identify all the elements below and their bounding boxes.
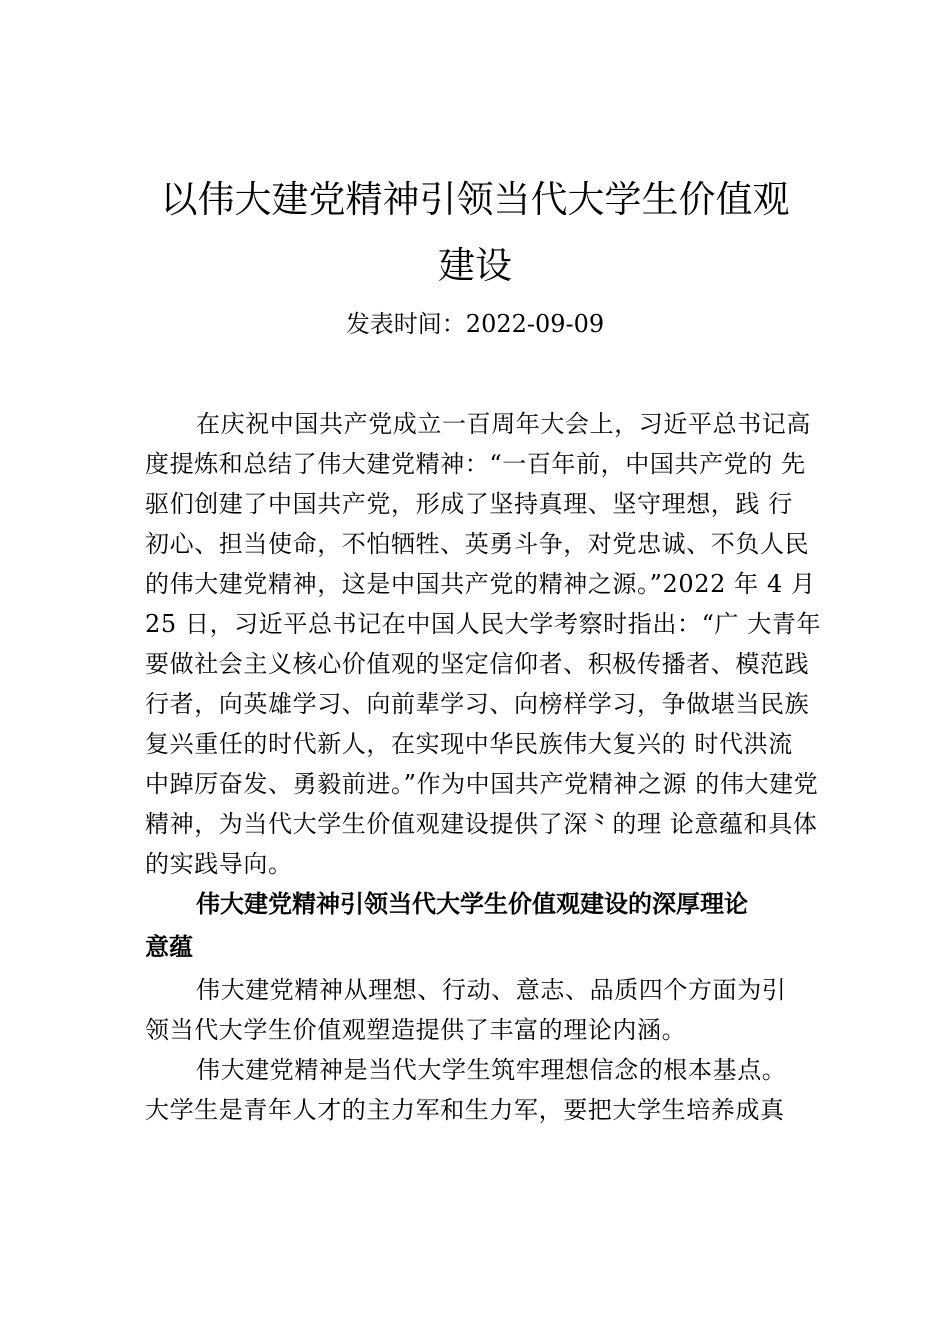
paragraph-line: 初心、担当使命，不怕牺牲、英勇斗争，对党忠诚、不负人民 — [145, 530, 810, 558]
paragraph-line: 的实践导向。 — [145, 850, 293, 878]
document-title-line-1: 以伟大建党精神引领当代大学生价值观 — [160, 178, 790, 221]
paragraph-line: 的伟大建党精神，这是中国共产党的精神之源。”2022 年 4 月 — [145, 570, 816, 598]
paragraph-line: 精神，为当代大学生价值观建设提供了深⺀的理 论意蕴和具体 — [145, 810, 818, 838]
paragraph-line: 伟大建党精神是当代大学生筑牢理想信念的根本基点。 — [196, 1056, 787, 1084]
paragraph-line: 伟大建党精神从理想、行动、意志、品质四个方面为引 — [196, 976, 787, 1004]
paragraph-line: 行者，向英雄学习、向前辈学习、向榜样学习，争做堪当民族 — [145, 690, 810, 718]
section-heading-line-1: 伟大建党精神引领当代大学生价值观建设的深厚理论 — [196, 890, 748, 918]
paragraph-line: 领当代大学生价值观塑造提供了丰富的理论内涵。 — [145, 1016, 687, 1044]
paragraph-line: 25 日，习近平总书记在中国人民大学考察时指出：“广 大青年 — [145, 610, 822, 638]
paragraph-line: 复兴重任的时代新人，在实现中华民族伟大复兴的 时代洪流 — [145, 730, 793, 758]
section-heading-line-2: 意蕴 — [145, 933, 193, 961]
paragraph-line: 中踔厉奋发、勇毅前进。”作为中国共产党精神之源 的伟大建党 — [145, 770, 819, 798]
paragraph-line: 要做社会主义核心价值观的坚定信仰者、积极传播者、模范践 — [145, 650, 810, 678]
document-title-line-2: 建设 — [438, 244, 512, 287]
paragraph-line: 驱们创建了中国共产党，形成了坚持真理、坚守理想，践 行 — [145, 490, 793, 518]
publish-date: 发表时间：2022-09-09 — [345, 310, 605, 338]
paragraph-line: 在庆祝中国共产党成立一百周年大会上，习近平总书记高 — [196, 410, 811, 438]
paragraph-line: 大学生是青年人才的主力军和生力军，要把大学生培养成真 — [145, 1096, 785, 1124]
paragraph-line: 度提炼和总结了伟大建党精神：“一百年前，中国共产党的 先 — [145, 450, 806, 478]
